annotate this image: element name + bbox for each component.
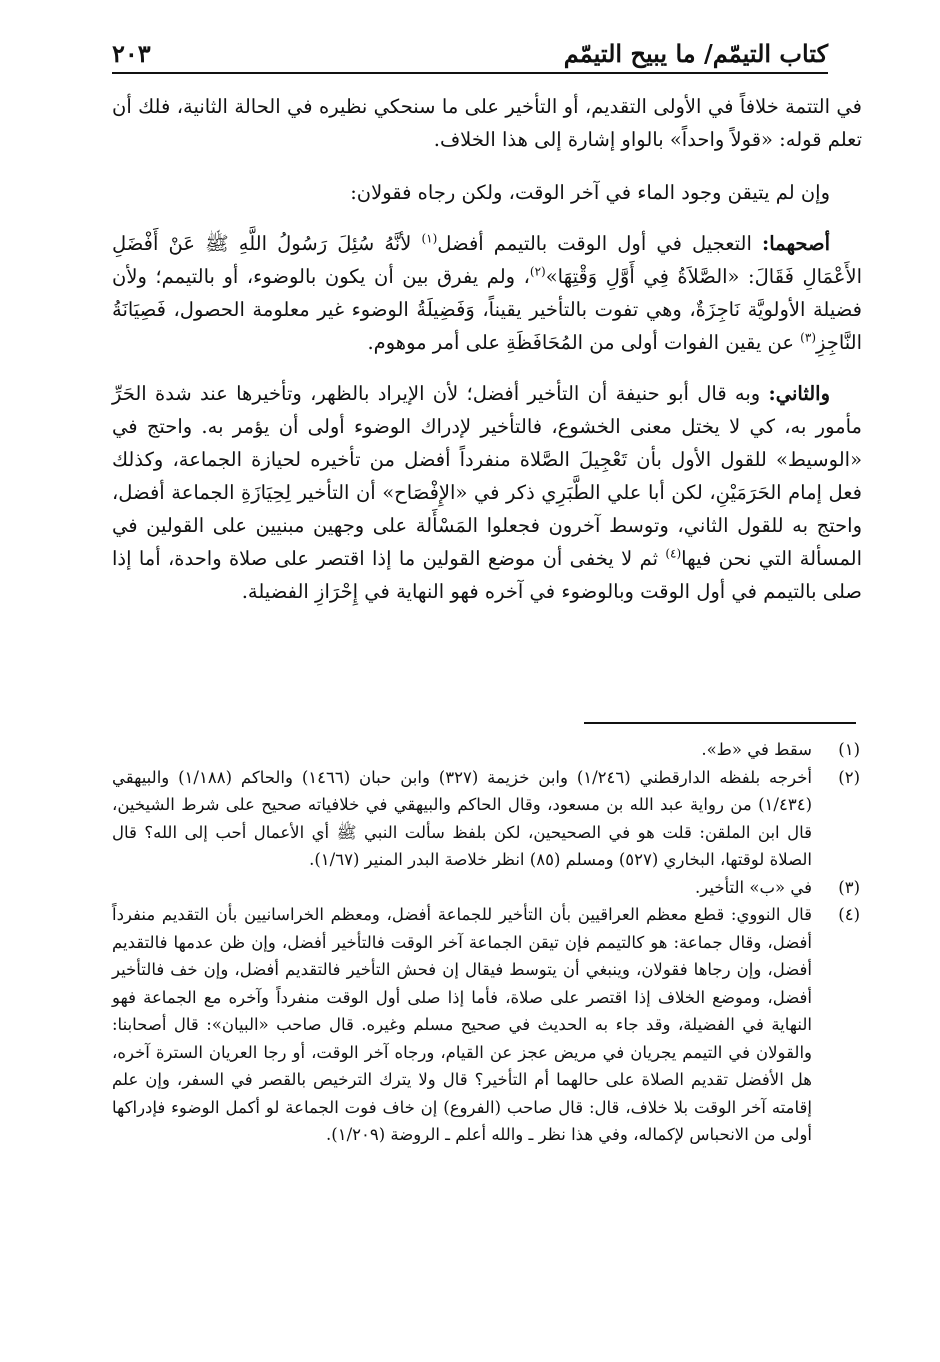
- footnote-separator: [584, 722, 856, 724]
- footnote-ref-2: (٢): [529, 264, 546, 279]
- footnote-text: سقط في «ط».: [701, 740, 812, 759]
- paragraph-2: وإن لم يتيقن وجود الماء في آخر الوقت، ولكن رجاه فقولان:: [350, 181, 830, 204]
- footnote-text: في «ب» التأخير.: [695, 877, 812, 897]
- page-header: [112, 28, 828, 74]
- paragraph-4-lead: والثاني:: [768, 382, 830, 405]
- paragraph-3-text-d: عن يقين الفوات أولى من المُحَافَظَةِ على أمر موهوم.: [367, 331, 801, 354]
- footnote-item: [112, 901, 860, 1149]
- paragraph-3-text-c: ، ولم يفرق بين أن يكون بالوضوء، أو بالتيمم؛ ولأن فضيلة الأولويَّة نَاجِزَةٌ، وهي تفوت بالتأخير يقيناً، وَفَضِيلَةُ الوضوء غير معلومة الحصول، فَصِيَانَةُ النَّاجِزِ: [112, 265, 862, 354]
- paragraph-4: [112, 377, 862, 608]
- paragraph-3-text-b: لأنَّهُ سُئِلَ رَسُولُ اللَّهِ ﷺ عَنْ أَفْضَلِ الأَعْمَالِ فَقَالَ: «الصَّلاَةُ فِي أَوَّلِ وَقْتِهَا»: [112, 232, 862, 288]
- paragraph-3-lead: أصحهما:: [762, 232, 830, 255]
- footnotes: [112, 736, 860, 1149]
- paragraph-1: في التتمة خلافاً في الأولى التقديم، أو التأخير على ما سنحكي نظيره في الحالة الثانية، فلك أن تعلم قوله: «قولاً واحداً» بالواو إشارة إلى هذا الخلاف.: [112, 95, 862, 151]
- footnote-ref-4: (٤): [665, 546, 682, 561]
- footnote-ref-1: (١): [421, 231, 438, 246]
- paragraph-4-text-b: ثم لا يخفى أن موضع القولين ما إذا اقتصر على صلاة واحدة، أما إذا صلى بالتيمم في أول الوقت وبالوضوء في آخره فهو النهاية في إِحْرَازِ الفضيلة.: [112, 547, 862, 603]
- footnote-number: (٤): [838, 905, 860, 924]
- paragraph-3: [112, 227, 862, 359]
- paragraph-3-text-a: التعجيل في أول الوقت بالتيمم أفضل: [437, 232, 763, 255]
- footnote-text: قال النووي: قطع معظم العراقيين بأن التأخير للجماعة أفضل، ومعظم الخراسانيين بأن التقديم منفرداً أفضل، وقال جماعة: هو كالتيمم فإن تيقن الجماعة آخر الوقت فالتأخير أفضل، وإن ظن عدمها فالتقديم أفضل، وإن رجاها فقولان، وينبغي أن يتوسط فيقال إن فحش التأخير فالتقديم أفضل، وإن خف فالتأخير أفضل، وموضع الخلاف إذا اقتصر على صلاة، فأما إذا صلى أول الوقت منفرداً وآخره مع الجماعة فهو النهاية في الفضيلة، وقد جاء به الحديث في صحيح مسلم وغيره. قال صاحب «البيان»: قال أصحابنا: والقولان في التيمم يجريان في مريض عجز عن القيام، ورجاه آخر الوقت، أو رجا العريان السترة آخره، هل الأفضل تقديم الصلاة على حالهما أم التأخير؟ قال ولا يترك الترخيص بالقصر في السفر، وإن علم إقامته آخر الوقت بلا خلاف، قال: قال صاحب (الفروع) إن خاف فوت الجماعة لو أكمل الوضوء فإدراكها أولى من الانحباس لإكماله، وفي هذا نظر ـ والله أعلم ـ الروضة (١/٢٠٩).: [112, 905, 812, 1144]
- running-title: كتاب التيمّم/ ما يبيح التيمّم: [563, 39, 828, 68]
- footnote-item: [112, 736, 860, 764]
- footnote-item: [112, 874, 860, 902]
- paragraph-4-text-a: وبه قال أبو حنيفة أن التأخير أفضل؛ لأن الإيراد بالظهر، وتأخيرها عند شدة الحَرِّ مأمور به، كي لا يختل معنى الخشوع، فالتأخير لإدراك الوضوء أولى أن يؤمر به. واحتج في «الوسيط» للقول الأول بأن تَعْجِيلَ الصَّلاة منفرداً أفضل من تأخيره لحيازة الجماعة، وكذلك فعل إمام الحَرَمَيْنِ، لكن أبا علي الطَّبَرِي ذكر في «الإِفْصَاح» أن التأخير لِحِيَازَةِ الجماعة أفضل، واحتج به للقول الثاني، وتوسط آخرون فجعلوا المَسْأَلة على وجهين مبنيين على القولين في المسألة التي نحن فيها: [112, 382, 862, 570]
- main-text: [112, 90, 862, 626]
- footnote-number: (٢): [838, 767, 860, 787]
- footnote-ref-3: (٣): [800, 330, 816, 345]
- footnote-text: أخرجه بلفظه الدارقطني (١/٢٤٦) وابن خزيمة (٣٢٧) وابن حبان (١٤٦٦) والحاكم (١/١٨٨) والبيهقي (١/٤٣٤) من رواية عبد الله بن مسعود، وقال الحاكم والبيهقي في خلافياته صحيح على شرط الشيخين، قال ابن الملقن: قلت هو في الصحيحين، لكن بلفظ سألت النبي ﷺ أي الأعمال أحب إلى الله؟ قال الصلاة لوقتها، البخاري (٥٢٧) ومسلم (٨٥) انظر خلاصة البدر المنير (١/٦٧).: [112, 767, 812, 869]
- footnote-number: (١): [838, 740, 860, 759]
- page-number: ٢٠٣: [112, 39, 151, 68]
- footnote-item: [112, 764, 860, 874]
- footnote-number: (٣): [838, 877, 860, 897]
